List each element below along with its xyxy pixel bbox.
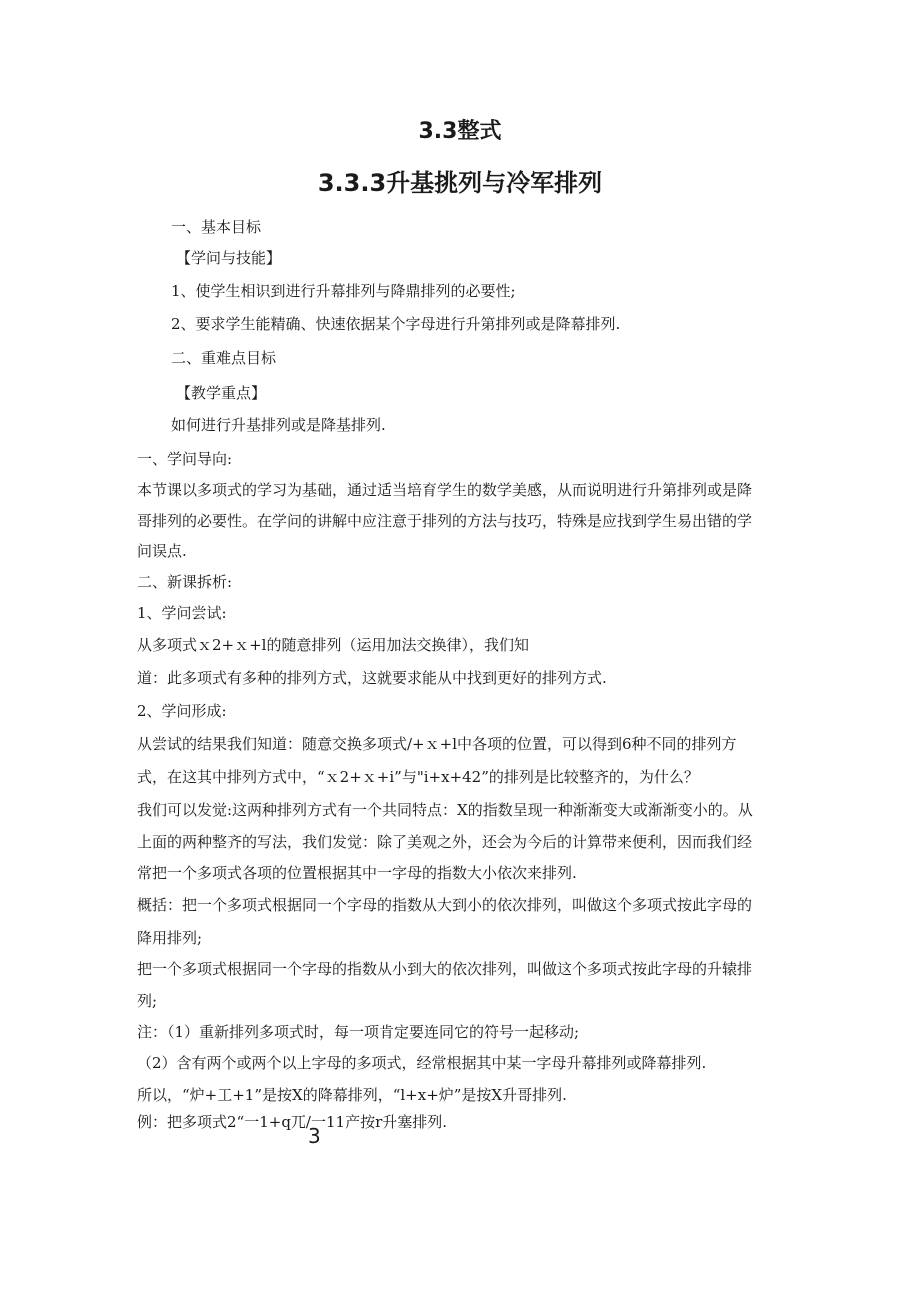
goal-2: 2、要求学生能精确、快速依据某个字母进行升第排列或是降幕排列. xyxy=(171,315,621,333)
heading-knowledge-formation: 2、学问形成: xyxy=(137,702,227,720)
paragraph-line: 降用排列; xyxy=(137,929,203,947)
paragraph-line: 概括：把一个多项式根据同一个字母的指数从大到小的依次排列，叫做这个多项式按此字母的 xyxy=(137,896,753,914)
paragraph-line: 上面的两种整齐的写法，我们发觉：除了美观之外，还会为今后的计算带来便利，因而我们经 xyxy=(137,833,753,851)
paragraph-line: 本节课以多项式的学习为基础，通过适当培育学生的数学美感，从而说明进行升第排列或是降 xyxy=(137,481,753,499)
heading-knowledge-trial: 1、学问尝试: xyxy=(137,604,227,622)
goal-1: 1、使学生相识到进行升幕排列与降鼎排列的必要性; xyxy=(171,282,516,300)
paragraph-line: 列; xyxy=(137,992,158,1010)
heading-key-difficulties: 二、重难点目标 xyxy=(171,349,277,367)
paragraph-line: 哥排列的必要性。在学问的讲解中应注意于排列的方法与技巧，特殊是应找到学生易出错的学 xyxy=(137,512,753,530)
heading-knowledge-skills: 【学问与技能】 xyxy=(176,249,282,267)
note-line: 注：（1）重新排列多项式时，每一项肯定要连同它的符号一起移动; xyxy=(137,1023,580,1041)
heading-basic-goals: 一、基本目标 xyxy=(171,218,262,236)
lesson-title: 3.3.3升基挑列与冷军排列 xyxy=(317,169,603,197)
heading-new-lesson: 二、新课拆析: xyxy=(137,573,233,591)
paragraph-line: 从多项式ｘ2+ｘ+l的随意排列（运用加法交换律），我们知 xyxy=(137,636,529,654)
paragraph-line: 式，在这其中排列方式中，“ｘ2+ｘ+i”与"i+x+42”的排列是比较整齐的，为什么？ xyxy=(137,768,699,786)
paragraph-line: 所以，“炉+工+1”是按X的降幕排列，“l+x+炉”是按X升哥排列. xyxy=(137,1086,567,1104)
heading-teaching-focus: 【教学重点】 xyxy=(176,384,267,402)
paragraph-line: 道：此多项式有多种的排列方式，这就要求能从中找到更好的排列方式. xyxy=(137,669,607,687)
paragraph-line: 问误点. xyxy=(137,542,187,560)
page-number: 3 xyxy=(308,1124,321,1148)
paragraph-line: 从尝试的结果我们知道：随意交换多项式/+ｘ+l中各项的位置，可以得到6种不同的排列方 xyxy=(137,735,737,753)
section-title: 3.3整式 xyxy=(418,119,502,144)
teaching-focus-text: 如何进行升基排列或是降基排列. xyxy=(171,416,386,434)
paragraph-line: 我们可以发觉:这两种排列方式有一个共同特点：X的指数呈现一种渐渐变大或渐渐变小的。从 xyxy=(137,801,753,819)
paragraph-line: 把一个多项式根据同一个字母的指数从小到大的依次排列，叫做这个多项式按此字母的升辕排 xyxy=(137,960,753,978)
note-line: （2）含有两个或两个以上字母的多项式，经常根据其中某一字母升幕排列或降幕排列. xyxy=(137,1054,707,1072)
example-line: 例：把多项式2“一1+q兀/一11产按r升塞排列. xyxy=(137,1113,448,1131)
paragraph-line: 常把一个多项式各项的位置根据其中一字母的指数大小依次来排列. xyxy=(137,864,577,882)
heading-knowledge-guide: 一、学问导向: xyxy=(137,450,233,468)
